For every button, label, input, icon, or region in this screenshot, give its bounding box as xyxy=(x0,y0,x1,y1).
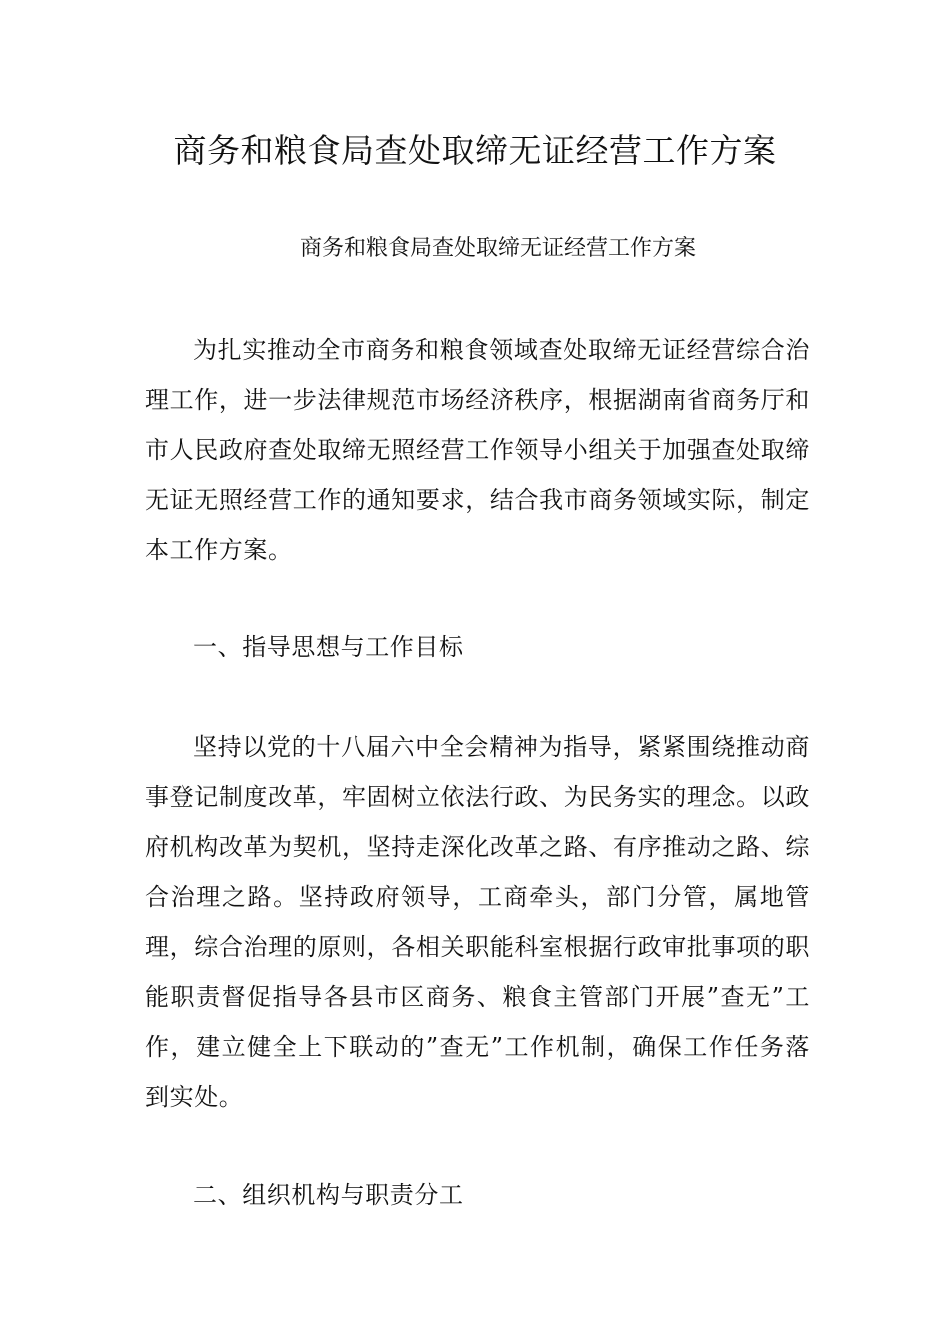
document-title: 商务和粮食局查处取缔无证经营工作方案 xyxy=(173,131,777,170)
intro-paragraph: 为扎实推动全市商务和粮食领域查处取缔无证经营综合治理工作，进一步法律规范市场经济秩序，根据湖南省商务厅和市人民政府查处取缔无照经营工作领导小组关于加强查处取缔无证无照经营工作的通知要求，结合我市商务领域实际，制定本工作方案。 xyxy=(145,336,810,564)
document-subtitle: 商务和粮食局查处取缔无证经营工作方案 xyxy=(300,236,697,261)
section-heading-organization: 二、组织机构与职责分工 xyxy=(193,1181,464,1209)
guiding-ideology-paragraph: 坚持以党的十八届六中全会精神为指导，紧紧围绕推动商事登记制度改革，牢固树立依法行政、为民务实的理念。以政府机构改革为契机，坚持走深化改革之路、有序推动之路、综合治理之路。坚持政府领导，工商牵头，部门分管，属地管理，综合治理的原则，各相关职能科室根据行政审批事项的职能职责督促指导各县市区商务、粮食主管部门开展”查无”工作，建立健全上下联动的”查无”工作机制，确保工作任务落到实处。 xyxy=(145,733,810,1111)
section-heading-guiding-ideology: 一、指导思想与工作目标 xyxy=(193,633,464,661)
